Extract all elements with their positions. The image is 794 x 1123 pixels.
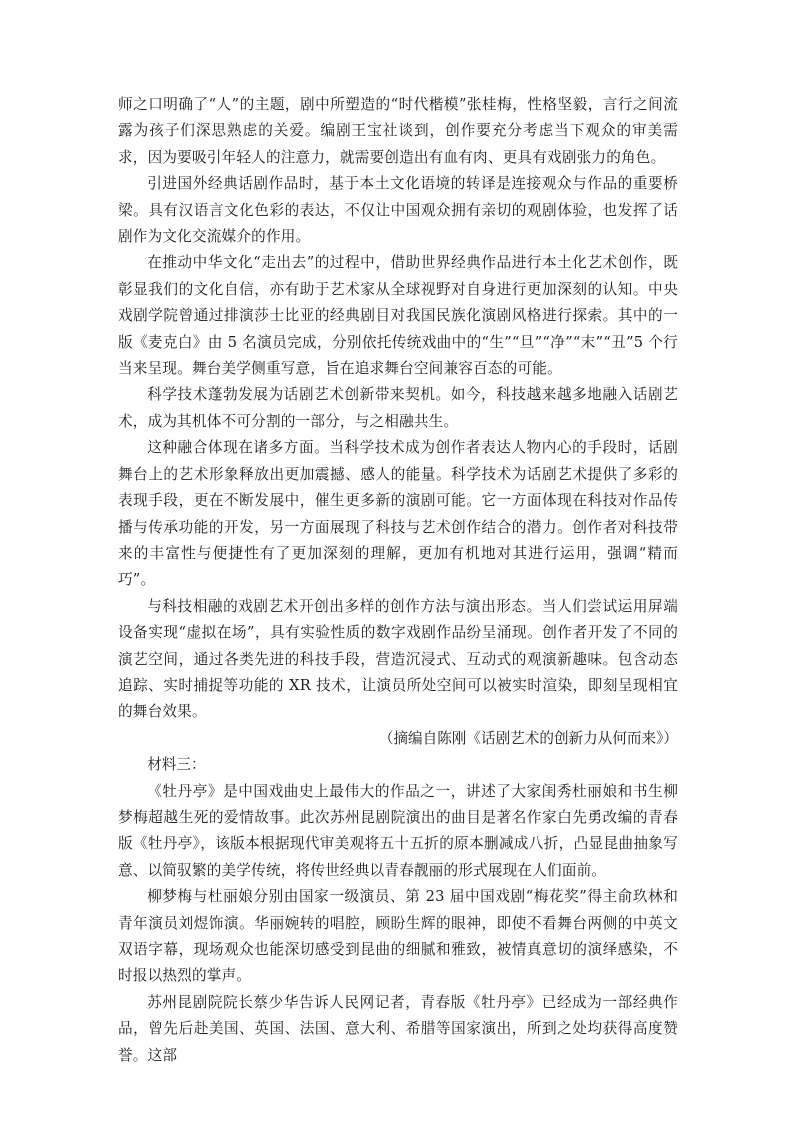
paragraph: 科学技术蓬勃发展为话剧艺术创新带来契机。如今，科技越来越多地融入话剧艺术，成为其机体不可分割的一部分，与之相融共生。 xyxy=(118,386,678,430)
source-citation: （摘编自陈刚《话剧艺术的创新力从何而来》） xyxy=(378,729,678,747)
document-page xyxy=(118,92,678,1069)
paragraph: 《牡丹亭》是中国戏曲史上最伟大的作品之一，讲述了大家闺秀杜丽娘和书生柳梦梅超越生死的爱情故事。此次苏州昆剧院演出的曲目是著名作家白先勇改编的青春版《牡丹亭》，该版本根据现代审美观将五十五折的原本删减成八折，凸显昆曲抽象写意、以简驭繁的美学传统，将传世经典以青春靓丽的形式展现在人们面前。 xyxy=(118,782,678,879)
paragraph: 这种融合体现在诸多方面。当科学技术成为创作者表达人物内心的手段时，话剧舞台上的艺术形象释放出更加震撼、感人的能量。科学技术为话剧艺术提供了多彩的表现手段，更在不断发展中，催生更多新的演剧可能。它一方面体现在科技对作品传播与传承功能的开发，另一方面展现了科技与艺术创作结合的潜力。创作者对科技带来的丰富性与便捷性有了更加深刻的理解，更加有机地对其进行运用，强调“精而巧”。 xyxy=(118,439,678,589)
paragraph: 苏州昆剧院院长蔡少华告诉人民网记者，青春版《牡丹亭》已经成为一部经典作品，曾先后赴美国、英国、法国、意大利、希腊等国家演出，所到之处均获得高度赞誉。这部 xyxy=(118,993,678,1064)
paragraph: 在推动中华文化“走出去”的过程中，借助世界经典作品进行本土化艺术创作，既彰显我们的文化自信，亦有助于艺术家从全球视野对自身进行更加深刻的认知。中央戏剧学院曾通过排演莎士比亚的经典剧目对我国民族化演剧风格进行探索。其中的一版《麦克白》由 5 名演员完成，分别依托传统戏曲中的“生”“旦”“净”“末”“丑”5 个行当来呈现。舞台美学侧重写意，旨在追求舞台空间兼容百态的可能。 xyxy=(118,254,678,378)
paragraph-continued: 师之口明确了“人”的主题，剧中所塑造的“时代楷模”张桂梅，性格坚毅，言行之间流露为孩子们深思熟虑的关爱。编剧王宝社谈到，创作要充分考虑当下观众的审美需求，因为要吸引年轻人的注意力，就需要创造出有血有肉、更具有戏剧张力的角色。 xyxy=(118,96,678,166)
paragraph: 与科技相融的戏剧艺术开创出多样的创作方法与演出形态。当人们尝试运用屏端设备实现“虚拟在场”，具有实验性质的数字戏剧作品纷呈涌现。创作者开发了不同的演艺空间，通过各类先进的科技手段，营造沉浸式、互动式的观演新趣味。包含动态追踪、实时捕捉等功能的 XR 技术，让演员所处空间可以被实时渲染，即刻呈现相宜的舞台效果。 xyxy=(118,597,678,721)
section-label: 材料三： xyxy=(147,756,206,774)
paragraph: 柳梦梅与杜丽娘分别由国家一级演员、第 23 届中国戏剧“梅花奖”得主俞玖林和青年演员刘煜饰演。华丽婉转的唱腔，顾盼生辉的眼神，即使不看舞台两侧的中英文双语字幕，现场观众也能深切感受到昆曲的细腻和雅致，被情真意切的演绎感染，不时报以热烈的掌声。 xyxy=(118,888,678,985)
paragraph: 引进国外经典话剧作品时，基于本土文化语境的转译是连接观众与作品的重要桥梁。具有汉语言文化色彩的表达，不仅让中国观众拥有亲切的观剧体验，也发挥了话剧作为文化交流媒介的作用。 xyxy=(118,175,678,246)
